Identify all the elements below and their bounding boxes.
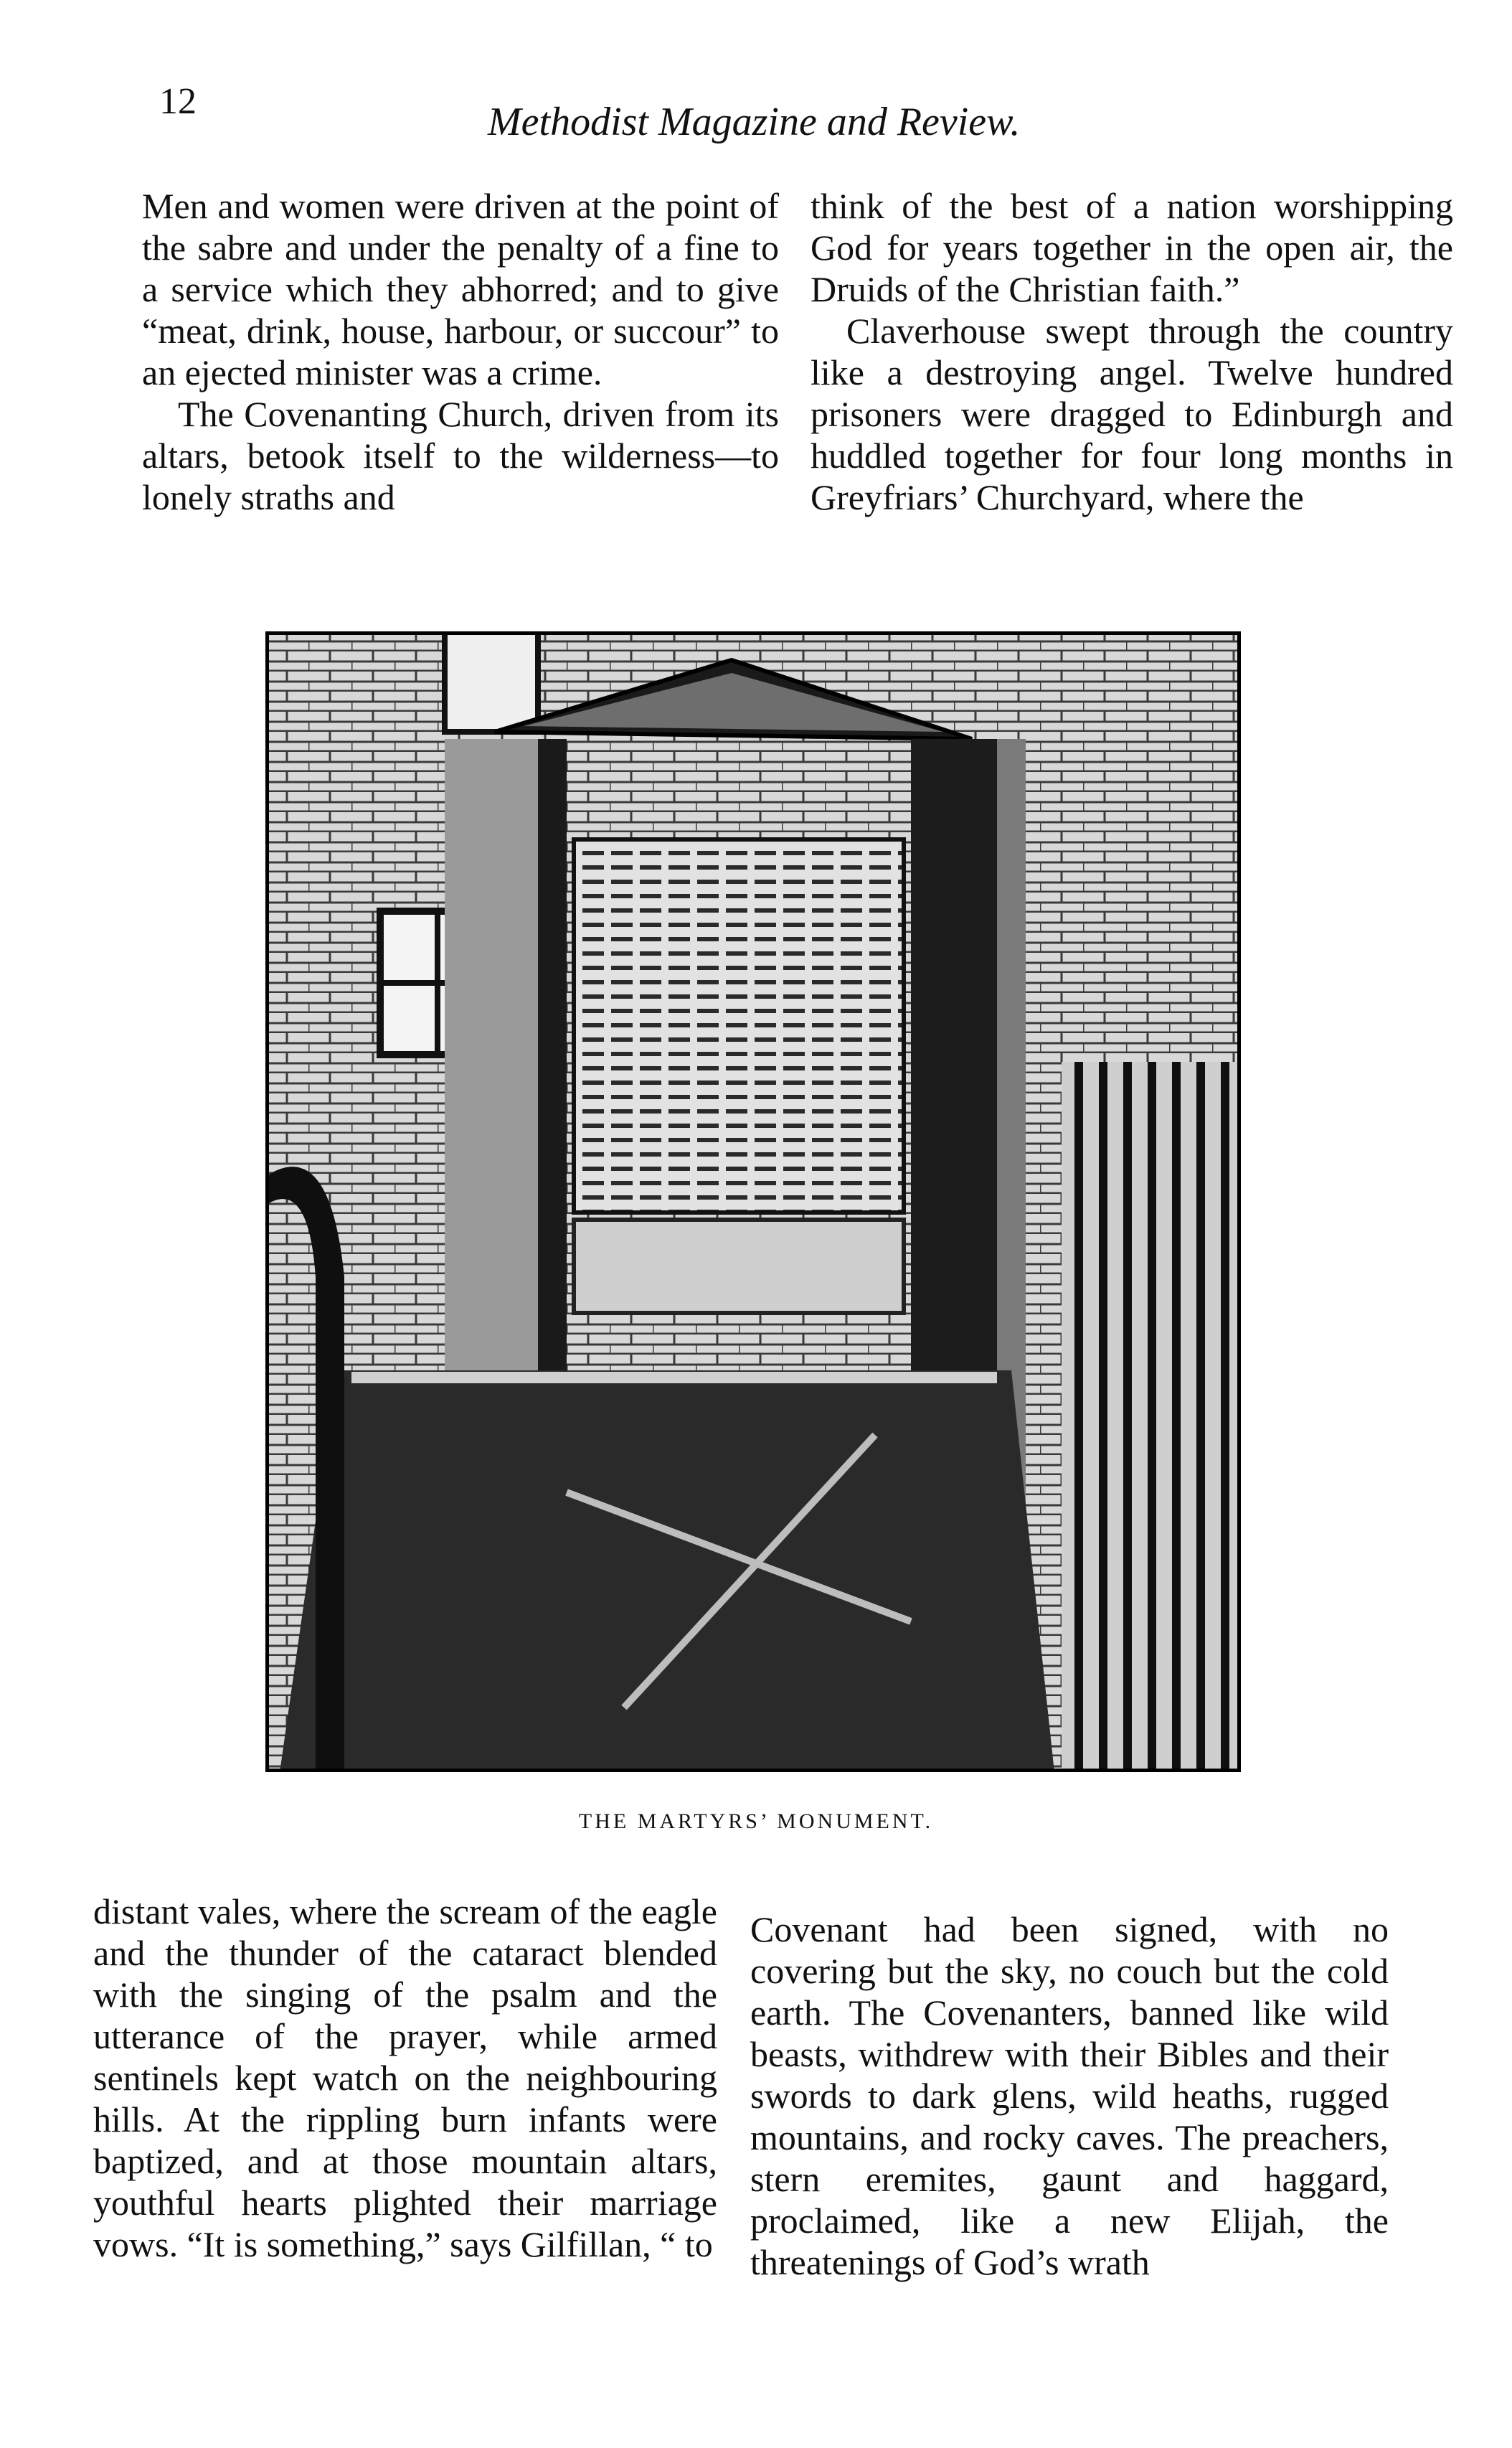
text-column-bottom-left xyxy=(93,1891,717,2265)
paragraph: Covenant had been signed, with no covering but the sky, no couch but the cold earth. The Covenanters, banned like wild beasts, withdrew with their Bibles and their swords to dark glens, wild heaths, rugged mountains, and rocky caves. The preachers, stern eremites, gaunt and haggard, proclaimed, like a new Elijah, the threatenings of God’s wrath xyxy=(750,1909,1389,2282)
monument-photo-illustration xyxy=(265,631,1241,1772)
text-column-top-left xyxy=(142,185,779,518)
paragraph: The Covenanting Church, driven from its altars, betook itself to the wilderness—to lonely straths and xyxy=(142,394,779,517)
paragraph: Claverhouse swept through the country like a destroying angel. Twelve hundred prisoners were dragged to Edinburgh and huddled together for four long months in Greyfriars’ Churchyard, where the xyxy=(811,311,1453,517)
inscription-tablet xyxy=(574,839,904,1213)
monument-photograph xyxy=(265,631,1241,1772)
text-column-bottom-right xyxy=(750,1908,1389,2283)
iron-railing xyxy=(1062,1062,1241,1772)
upper-window xyxy=(445,631,538,732)
monument-base xyxy=(280,1370,1054,1772)
text-column-top-right xyxy=(811,185,1453,518)
paragraph: Men and women were driven at the point of the sabre and under the penalty of a fine to a service which they abhorred; and to give “meat, drink, house, harbour, or succour” to an ejected minister was a crime. xyxy=(142,186,779,392)
figure-caption: THE MARTYRS’ MONUMENT. xyxy=(578,1809,934,1833)
lower-tablet xyxy=(574,1220,904,1313)
running-head: Methodist Magazine and Review. xyxy=(488,100,1021,144)
paragraph: distant vales, where the scream of the eagle and the thunder of the cataract blended with the singing of the psalm and the utterance of the prayer, while armed sentinels kept watch on the neighbouring hills. At the rippling burn infants were baptized, and at those mountain altars, youthful hearts plighted their marriage vows. “It is something,” says Gilfillan, “ to xyxy=(93,1891,717,2264)
page-number: 12 xyxy=(159,81,197,122)
paragraph: think of the best of a nation worshipping God for years together in the open air, the Druids of the Christian faith.” xyxy=(811,186,1453,309)
